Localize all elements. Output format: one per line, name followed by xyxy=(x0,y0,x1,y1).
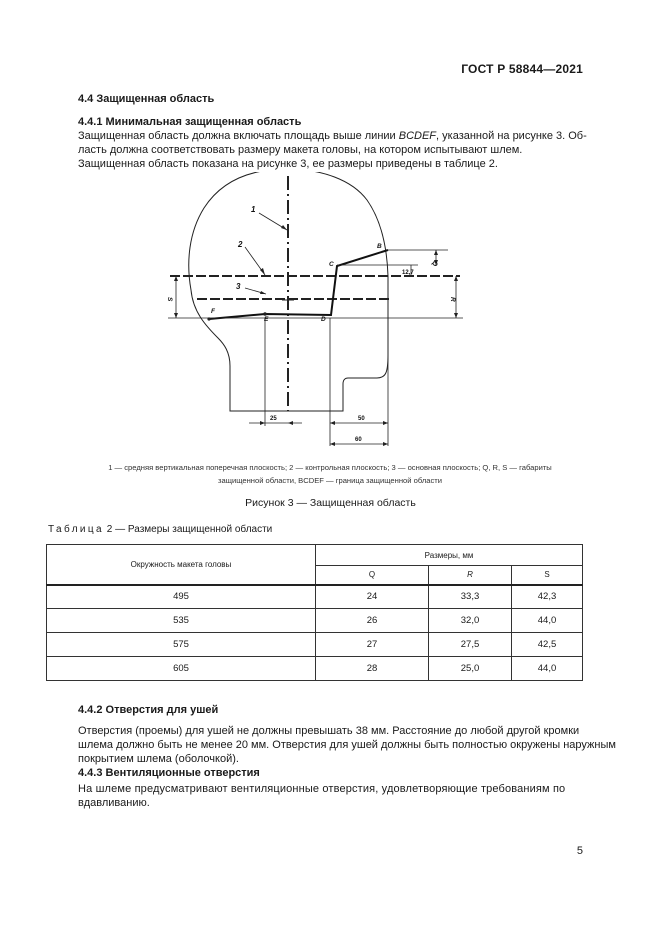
col-head-dimensions: Размеры, мм xyxy=(316,545,583,566)
label-e: E xyxy=(264,316,269,323)
label-2: 2 xyxy=(238,240,243,249)
label-3: 3 xyxy=(236,282,241,291)
label-f: F xyxy=(211,308,215,315)
table-row: 605 28 25,0 44,0 xyxy=(47,657,583,681)
col-head-s: S xyxy=(512,566,583,585)
section-4-4-2-paragraph: Отверстия (проемы) для ушей не должны превышать 38 мм. Расстояние до любой другой кромки шлема должно быть не менее 20 мм. Отверстия для ушей должны быть полностью окружены наружным покрытием шлема (оболочкой). xyxy=(78,725,616,765)
label-q: Q xyxy=(431,261,438,267)
table-2-dimensions xyxy=(46,544,583,681)
col-head-q: Q xyxy=(316,566,429,585)
section-4-4-3-title: 4.4.3 Вентиляционные отверстия xyxy=(78,767,260,779)
section-4-4-3-paragraph: На шлеме предусматривают вентиляционные отверстия, удовлетворяющие требованиям по вдавливанию. xyxy=(78,783,566,809)
label-b: B xyxy=(377,243,382,250)
section-4-4-1-paragraph: Защищенная область должна включать площадь выше линии BCDEF, указанной на рисунке 3. Об- ласть должна соответствовать размеру макета головы, на котором испытывают шлем. Защищенная область показана на рисунке 3, ее размеры приведены в таблице 2. xyxy=(78,130,587,170)
table-row: 495 24 33,3 42,3 xyxy=(47,585,583,609)
dim-25: 25 xyxy=(270,416,277,422)
section-4-4-title: 4.4 Защищенная область xyxy=(78,93,215,105)
col-head-r: R xyxy=(429,566,512,585)
figure-legend: 1 — средняя вертикальная поперечная плоскость; 2 — контрольная плоскость; 3 — основная плоскость; Q, R, S — габариты защищенной области, BCDEF — граница защищенной области xyxy=(108,463,552,485)
label-c: C xyxy=(329,261,334,268)
table-2-caption: Таблица 2 — Размеры защищенной области xyxy=(48,524,273,535)
col-head-circumference: Окружность макета головы xyxy=(47,545,316,585)
label-1: 1 xyxy=(251,205,256,214)
label-r: R xyxy=(449,297,456,302)
dim-12-7: 12,7 xyxy=(402,270,414,276)
table-row: 535 26 32,0 44,0 xyxy=(47,609,583,633)
figure-caption: Рисунок 3 — Защищенная область xyxy=(245,497,416,509)
section-4-4-2-title: 4.4.2 Отверстия для ушей xyxy=(78,704,219,716)
dim-60: 60 xyxy=(355,437,362,443)
standard-header: ГОСТ Р 58844—2021 xyxy=(461,62,583,76)
dim-50: 50 xyxy=(358,416,365,422)
section-4-4-1-title: 4.4.1 Минимальная защищенная область xyxy=(78,116,302,128)
label-s: S xyxy=(166,297,173,302)
page-number: 5 xyxy=(576,845,583,857)
label-d: D xyxy=(321,316,326,323)
table-row: 575 27 27,5 42,5 xyxy=(47,633,583,657)
figure-protected-area xyxy=(150,172,480,460)
